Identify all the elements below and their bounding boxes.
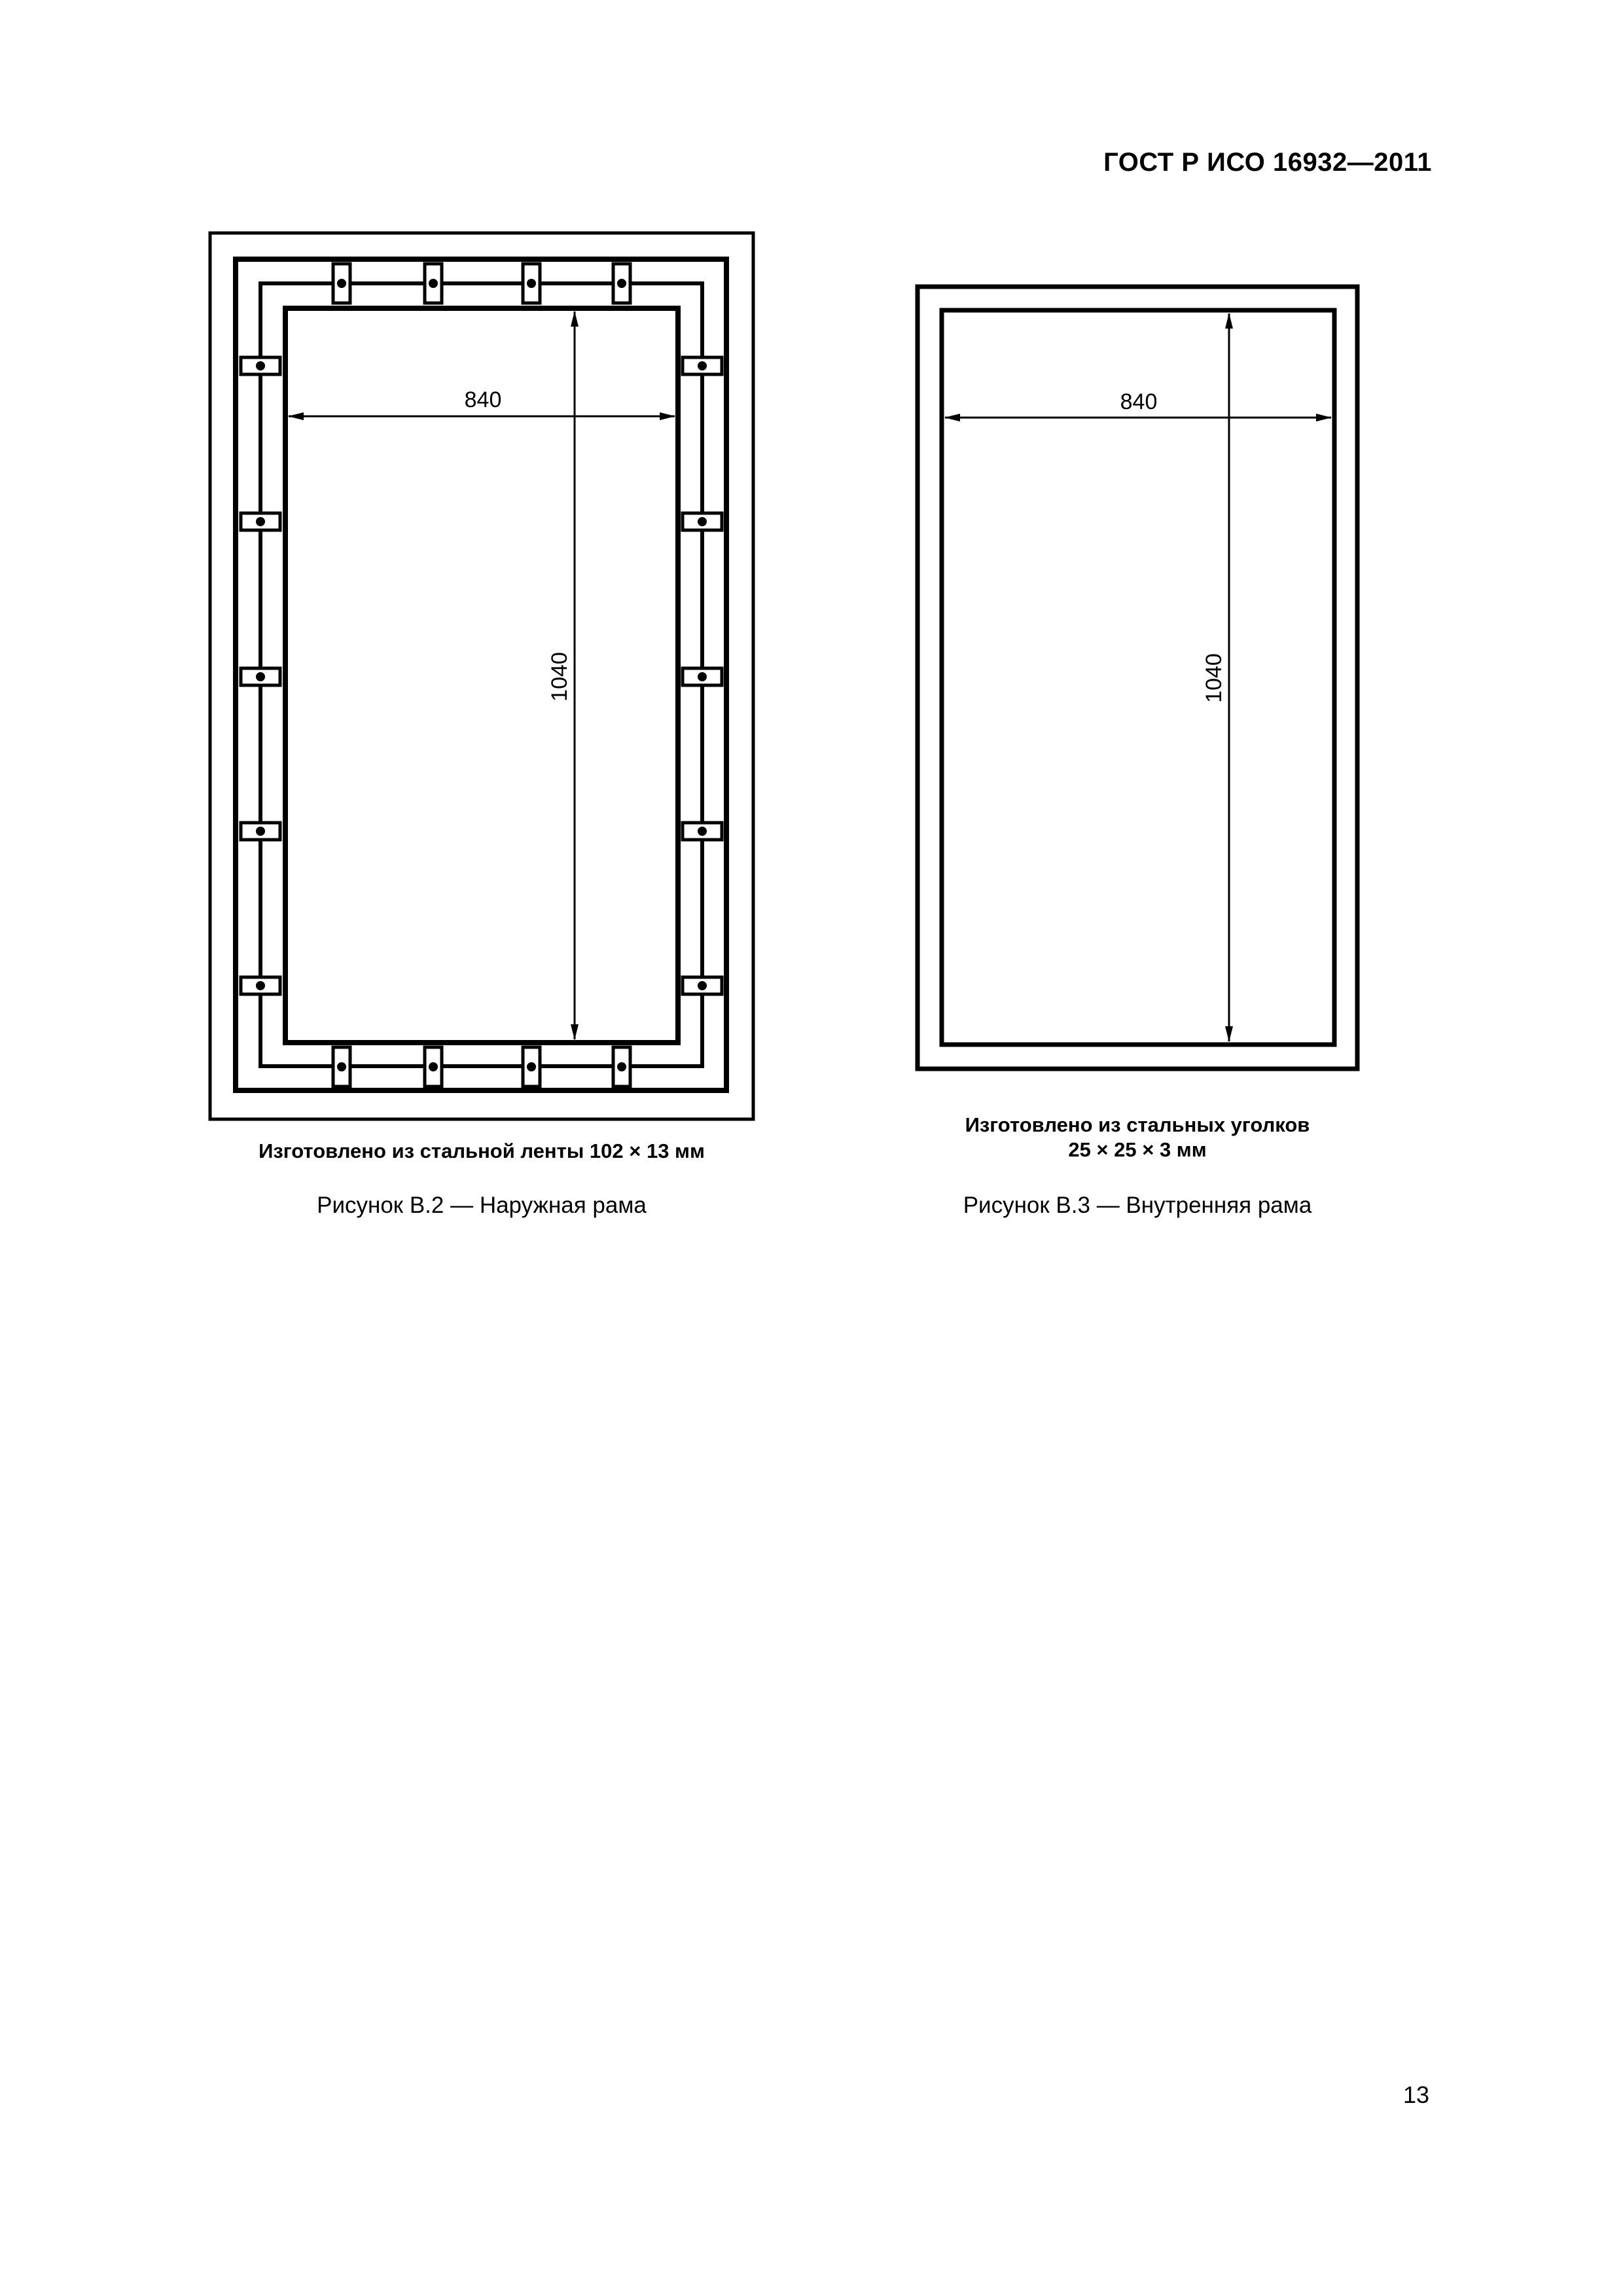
height-label: 1040 [547, 652, 572, 702]
figure-b3-note-line1: Изготовлено из стальных уголков [965, 1113, 1310, 1136]
opening [285, 308, 678, 1043]
clamp-top-2 [425, 264, 442, 303]
clamp-left-2 [241, 513, 280, 530]
clamp-top-3 [523, 264, 540, 303]
clamp-right-5 [683, 977, 722, 994]
steel-band-outer-edge [236, 259, 726, 1090]
clamp-bottom-3 [523, 1047, 540, 1086]
page-number: 13 [1402, 2081, 1429, 2108]
clamp-right-1 [683, 357, 722, 374]
inner-frame-inner-edge [942, 310, 1334, 1045]
clamp-left-1 [241, 357, 280, 374]
height-label: 1040 [1202, 653, 1226, 703]
clamp-right-4 [683, 823, 722, 840]
width-label: 840 [1120, 389, 1158, 414]
clamp-left-5 [241, 977, 280, 994]
figure-b2-note: Изготовлено из стальной ленты 102 × 13 мм [259, 1139, 705, 1162]
clamp-top-1 [333, 264, 350, 303]
clamp-bottom-1 [333, 1047, 350, 1086]
figure-b2-caption: Рисунок В.2 — Наружная рама [317, 1193, 647, 1218]
clamp-left-3 [241, 668, 280, 685]
outer-border [210, 233, 753, 1119]
figure-b3-note [918, 1113, 1357, 1162]
clamp-bottom-2 [425, 1047, 442, 1086]
clamp-right-3 [683, 668, 722, 685]
clamp-top-4 [613, 264, 630, 303]
clamp-right-2 [683, 513, 722, 530]
outer-frame-figure [210, 233, 753, 1119]
width-label: 840 [464, 387, 502, 412]
clamp-left-4 [241, 823, 280, 840]
inner-frame-figure [918, 287, 1357, 1069]
figure-b3-caption: Рисунок В.3 — Внутренняя рама [963, 1193, 1312, 1218]
figure-b3-note-line2: 25 × 25 × 3 мм [1068, 1138, 1207, 1161]
clamp-bottom-4 [613, 1047, 630, 1086]
document-header: ГОСТ Р ИСО 16932—2011 [1103, 148, 1432, 177]
